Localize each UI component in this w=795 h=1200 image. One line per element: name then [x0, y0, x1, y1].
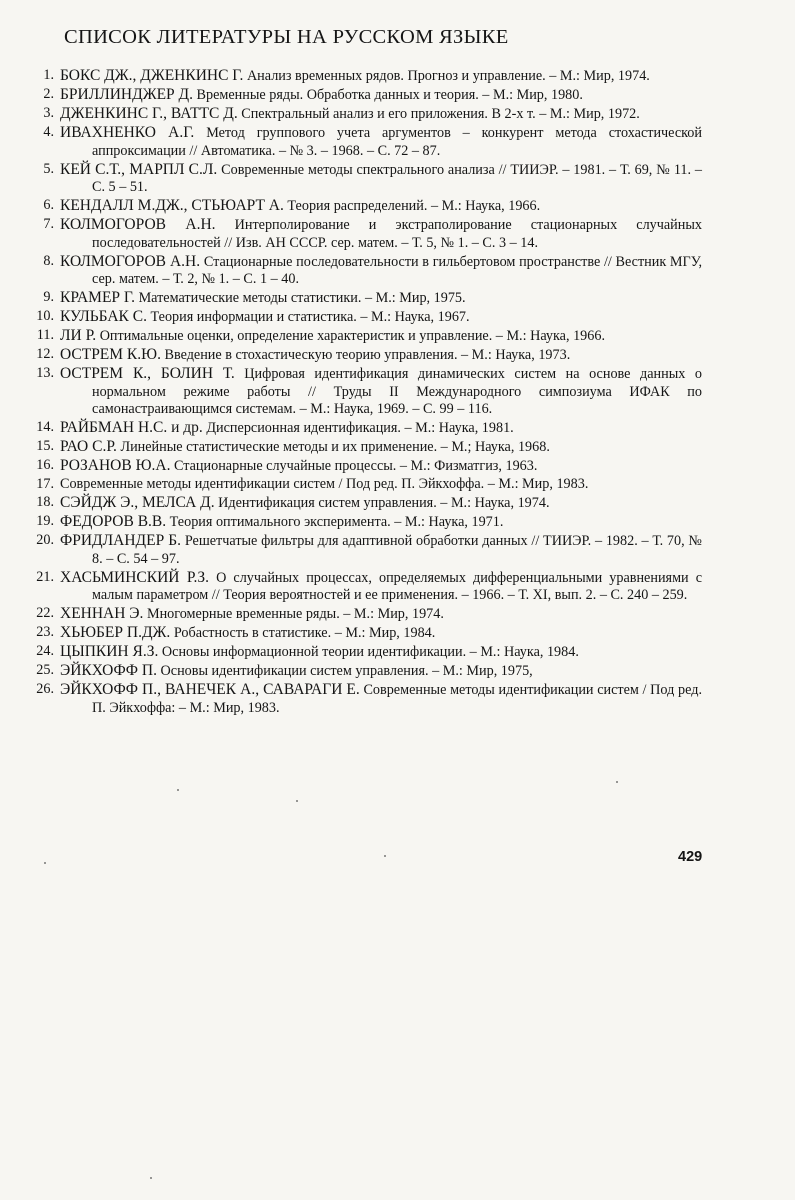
reference-item	[30, 86, 702, 105]
reference-number: 24.	[36, 643, 54, 659]
reference-author: КЕНДАЛЛ М.ДЖ., СТЬЮАРТ А.	[60, 197, 284, 214]
page-heading: СПИСОК ЛИТЕРАТУРЫ НА РУССКОМ ЯЗЫКЕ	[64, 26, 509, 48]
reference-author: ХЕННАН Э.	[60, 605, 144, 622]
reference-item	[30, 532, 702, 568]
reference-author: ФРИДЛАНДЕР Б.	[60, 532, 182, 549]
reference-number: 1.	[43, 67, 54, 83]
reference-number: 12.	[36, 346, 54, 362]
reference-body	[60, 662, 702, 681]
reference-item	[30, 513, 702, 532]
reference-body	[60, 681, 702, 717]
reference-text: Математические методы статистики. – М.: Мир, 1975.	[138, 290, 466, 306]
reference-body	[60, 532, 702, 568]
reference-number: 18.	[36, 494, 54, 510]
reference-body	[60, 494, 702, 513]
reference-body	[60, 124, 702, 160]
reference-body	[60, 624, 702, 643]
reference-number: 6.	[43, 197, 54, 213]
reference-author: ФЕДОРОВ В.В.	[60, 513, 167, 530]
reference-item	[30, 327, 702, 346]
reference-body	[60, 605, 702, 624]
reference-body	[60, 216, 702, 252]
reference-text: Современные методы идентификации систем / Под ред. П. Эйкхоффа. – М.: Мир, 1983.	[60, 476, 589, 492]
reference-number: 10.	[36, 308, 54, 324]
reference-author: КРАМЕР Г.	[60, 289, 136, 306]
reference-text: Спектральный анализ и его приложения. В 2-х т. – М.: Мир, 1972.	[241, 106, 640, 122]
reference-number: 4.	[43, 124, 54, 140]
reference-item	[30, 365, 702, 419]
reference-number: 17.	[36, 476, 54, 492]
reference-body	[60, 476, 702, 494]
reference-number: 26.	[36, 681, 54, 697]
reference-item	[30, 643, 702, 662]
reference-author: КОЛМОГОРОВ А.Н.	[60, 252, 201, 270]
reference-item	[30, 624, 702, 643]
scan-speck	[384, 855, 386, 857]
reference-author: ХАСЬМИНСКИЙ Р.З.	[60, 568, 210, 586]
reference-number: 2.	[43, 86, 54, 102]
reference-item	[30, 569, 702, 605]
reference-number: 25.	[36, 662, 54, 678]
reference-body	[60, 365, 702, 419]
reference-text: Временные ряды. Обработка данных и теория. – М.: Мир, 1980.	[196, 87, 583, 103]
reference-text: Стационарные случайные процессы. – М.: Физматгиз, 1963.	[173, 458, 538, 474]
reference-text: Дисперсионная идентификация. – М.: Наука, 1981.	[206, 420, 514, 436]
reference-item	[30, 161, 702, 197]
reference-number: 23.	[36, 624, 54, 640]
reference-text: О случайных процессах, определяемых дифференциальными уравнениями с малым параметром // Теория вероятностей и ее применения. – 1966. – Т. XI, вып. 2. – С. 240 – 259.	[92, 569, 702, 603]
reference-body	[60, 327, 702, 346]
reference-item	[30, 476, 702, 494]
reference-text: Стационарные последовательности в гильбертовом пространстве // Вестник МГУ, сер. матем. – Т. 2, № 1. – С. 1 – 40.	[92, 253, 703, 287]
reference-author: ДЖЕНКИНС Г., ВАТТС Д.	[60, 105, 238, 122]
reference-author: ЛИ Р.	[60, 327, 97, 344]
reference-body	[60, 568, 702, 605]
reference-body	[60, 67, 702, 86]
reference-body	[60, 252, 703, 289]
reference-item	[30, 197, 702, 216]
reference-author: ЭЙКХОФФ П.	[60, 662, 157, 679]
reference-item	[30, 662, 702, 681]
reference-text: Оптимальные оценки, определение характеристик и управление. – М.: Наука, 1966.	[99, 328, 605, 344]
reference-text: Теория распределений. – М.: Наука, 1966.	[287, 198, 541, 214]
reference-text: Анализ временных рядов. Прогноз и управление. – М.: Мир, 1974.	[246, 68, 650, 84]
reference-body	[60, 289, 702, 308]
reference-number: 22.	[36, 605, 54, 621]
reference-item	[30, 253, 702, 289]
scan-speck	[150, 1177, 152, 1179]
reference-item	[30, 438, 702, 457]
reference-text: Современные методы идентификации систем / Под ред. П. Эйкхоффа: – М.: Мир, 1983.	[92, 682, 702, 716]
reference-author: ЭЙКХОФФ П., ВАНЕЧЕК А., САВАРАГИ Е.	[60, 681, 360, 698]
reference-item	[30, 605, 702, 624]
reference-number: 21.	[36, 568, 54, 585]
reference-text: Линейные статистические методы и их применение. – М.; Наука, 1968.	[120, 439, 550, 455]
reference-item	[30, 346, 702, 365]
scan-speck	[177, 789, 179, 791]
reference-item	[30, 457, 702, 476]
reference-item	[30, 124, 702, 160]
reference-author: КЕЙ С.Т., МАРПЛ С.Л.	[60, 160, 218, 178]
reference-number: 9.	[43, 289, 54, 305]
reference-item	[30, 308, 702, 327]
page-number: 429	[678, 849, 703, 865]
reference-text: Интерполирование и экстраполирование стационарных случайных последовательностей // Изв. АН СССР. сер. матем. – Т. 5, № 1. – С. 3 – 14.	[92, 217, 702, 251]
reference-body	[60, 105, 702, 124]
reference-author: ОСТРЕМ К., БОЛИН Т.	[60, 365, 235, 382]
reference-author: ИВАХНЕНКО А.Г.	[60, 124, 195, 141]
reference-item	[30, 105, 702, 124]
reference-number: 8.	[43, 252, 54, 269]
reference-text: Теория информации и статистика. – М.: Наука, 1967.	[150, 309, 470, 325]
reference-text: Многомерные временные ряды. – М.: Мир, 1974.	[146, 606, 444, 622]
reference-text: Теория оптимального эксперимента. – М.: Наука, 1971.	[169, 514, 504, 530]
reference-author: БОКС ДЖ., ДЖЕНКИНС Г.	[60, 67, 244, 84]
reference-number: 5.	[43, 160, 54, 177]
reference-text: Робастность в статистике. – М.: Мир, 1984.	[173, 625, 436, 641]
reference-author: ХЬЮБЕР П.ДЖ.	[60, 624, 171, 641]
reference-number: 19.	[36, 513, 54, 529]
reference-body	[60, 643, 702, 662]
reference-number: 15.	[36, 438, 54, 454]
reference-body	[60, 457, 702, 476]
reference-author: КУЛЬБАК С.	[60, 308, 147, 325]
scan-speck	[616, 781, 618, 783]
reference-number: 20.	[36, 532, 54, 548]
reference-item	[30, 419, 702, 438]
reference-item	[30, 216, 702, 252]
reference-item	[30, 494, 702, 513]
reference-item	[30, 67, 702, 86]
reference-body	[60, 197, 702, 216]
reference-number: 16.	[36, 457, 54, 473]
reference-body	[60, 346, 702, 365]
reference-text: Введение в стохастическую теорию управления. – М.: Наука, 1973.	[164, 347, 571, 363]
reference-text: Цифровая идентификация динамических систем на основе данных о нормальном режиме работы // Труды II Международного симпозиума ИФАК по самонастраивающимся системам. – М.: Наука, 1969. – С. 99 – 116.	[92, 366, 702, 417]
reference-body	[60, 438, 702, 457]
reference-text: Основы идентификации систем управления. – М.: Мир, 1975,	[160, 663, 533, 679]
reference-author: РАЙБМАН Н.С. и др.	[60, 419, 203, 436]
reference-author: РАО С.Р.	[60, 438, 117, 455]
reference-number: 7.	[43, 216, 54, 232]
reference-text: Метод группового учета аргументов – конкурент метода стохастической аппроксимации // Автоматика. – № 3. – 1968. – С. 72 – 87.	[92, 125, 702, 159]
reference-author: СЭЙДЖ Э., МЕЛСА Д.	[60, 494, 215, 511]
scan-speck	[296, 800, 298, 802]
reference-body	[60, 160, 702, 197]
reference-body	[60, 86, 702, 105]
reference-author: РОЗАНОВ Ю.А.	[60, 457, 171, 474]
reference-body	[60, 308, 702, 327]
reference-body	[60, 513, 702, 532]
reference-author: БРИЛЛИНДЖЕР Д.	[60, 86, 193, 103]
reference-text: Современные методы спектрального анализа // ТИИЭР. – 1981. – Т. 69, № 11. – С. 5 – 51.	[92, 161, 702, 195]
reference-text: Идентификация систем управления. – М.: Наука, 1974.	[218, 495, 550, 511]
reference-number: 13.	[36, 365, 54, 381]
reference-number: 11.	[36, 327, 54, 343]
reference-number: 3.	[43, 105, 54, 121]
reference-list	[30, 67, 702, 718]
reference-author: ЦЫПКИН Я.З.	[60, 643, 159, 660]
reference-item	[30, 681, 702, 717]
reference-body	[60, 419, 702, 438]
scan-speck	[44, 862, 46, 864]
reference-number: 14.	[36, 419, 54, 435]
reference-author: КОЛМОГОРОВ А.Н.	[60, 216, 216, 233]
reference-author: ОСТРЕМ К.Ю.	[60, 346, 161, 363]
reference-item	[30, 289, 702, 308]
reference-text: Основы информационной теории идентификации. – М.: Наука, 1984.	[161, 644, 579, 660]
reference-text: Решетчатые фильтры для адаптивной обработки данных // ТИИЭР. – 1982. – Т. 70, № 8. – С. 54 – 97.	[92, 533, 702, 567]
